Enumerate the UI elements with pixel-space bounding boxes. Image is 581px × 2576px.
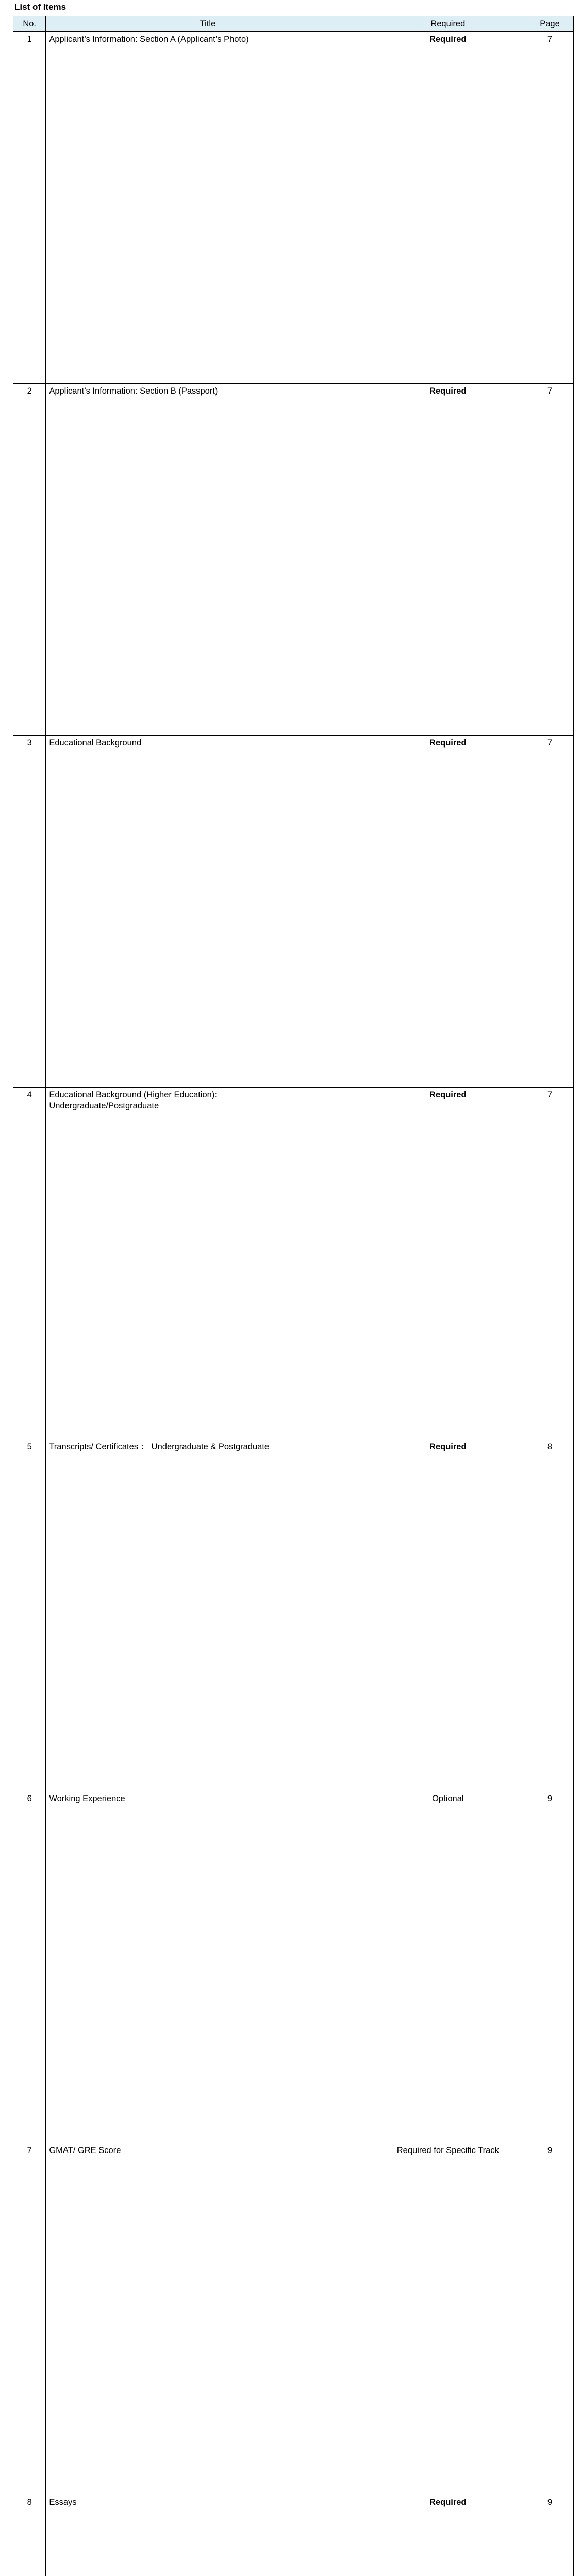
table-header-row — [13, 16, 574, 32]
table-row — [13, 736, 574, 1088]
cell-required: Required — [370, 1088, 526, 1439]
cell-required: Optional — [370, 1791, 526, 2143]
cell-page: 9 — [526, 1791, 574, 2143]
cell-title — [46, 2495, 370, 2576]
cell-no: 5 — [13, 1439, 46, 1791]
cell-required: Required — [370, 2495, 526, 2576]
cell-no: 3 — [13, 736, 46, 1088]
cell-title — [46, 384, 370, 736]
table-body — [13, 32, 574, 2576]
table-row — [13, 384, 574, 736]
cell-page: 9 — [526, 2495, 574, 2576]
cell-title-line1: Applicant’s Information: Section B (Passport) — [49, 386, 218, 396]
cell-no: 8 — [13, 2495, 46, 2576]
column-header-required: Required — [370, 16, 526, 32]
cell-title-line1: Working Experience — [49, 1794, 125, 1803]
cell-page: 8 — [526, 1439, 574, 1791]
cell-title-line1: Essays — [49, 2498, 76, 2507]
cell-title-line1: Educational Background (Higher Education): — [49, 1090, 217, 1099]
cell-required: Required — [370, 32, 526, 384]
column-header-title: Title — [46, 16, 370, 32]
cell-no: 2 — [13, 384, 46, 736]
table-row — [13, 2143, 574, 2495]
table-row — [13, 1791, 574, 2143]
cell-no: 1 — [13, 32, 46, 384]
page-title: List of Items — [10, 0, 571, 16]
cell-required: Required for Specific Track — [370, 2143, 526, 2495]
cell-no: 4 — [13, 1088, 46, 1439]
cell-title — [46, 736, 370, 1088]
table-row — [13, 1088, 574, 1439]
cell-title-line2: Undergraduate/Postgraduate — [49, 1100, 366, 1111]
document-page — [0, 0, 581, 352]
cell-required: Required — [370, 736, 526, 1088]
cell-title — [46, 32, 370, 384]
cell-page: 9 — [526, 2143, 574, 2495]
cell-title-line1: Transcripts/ Certificates ： Undergraduate & Postgraduate — [49, 1442, 269, 1451]
cell-required: Required — [370, 1439, 526, 1791]
cell-page: 7 — [526, 32, 574, 384]
cell-page: 7 — [526, 736, 574, 1088]
column-header-page: Page — [526, 16, 574, 32]
table-row — [13, 32, 574, 384]
cell-title-line1: Applicant’s Information: Section A (Applicant’s Photo) — [49, 35, 248, 44]
cell-title-line1: Educational Background — [49, 738, 141, 748]
cell-no: 7 — [13, 2143, 46, 2495]
items-table — [13, 16, 574, 2576]
cell-title — [46, 1439, 370, 1791]
table-row — [13, 2495, 574, 2576]
cell-title — [46, 1088, 370, 1439]
cell-page: 7 — [526, 1088, 574, 1439]
table-row — [13, 1439, 574, 1791]
cell-no: 6 — [13, 1791, 46, 2143]
column-header-no: No. — [13, 16, 46, 32]
cell-title — [46, 2143, 370, 2495]
cell-page: 7 — [526, 384, 574, 736]
cell-required: Required — [370, 384, 526, 736]
cell-title-line1: GMAT/ GRE Score — [49, 2146, 121, 2155]
cell-title — [46, 1791, 370, 2143]
table-header — [13, 16, 574, 32]
